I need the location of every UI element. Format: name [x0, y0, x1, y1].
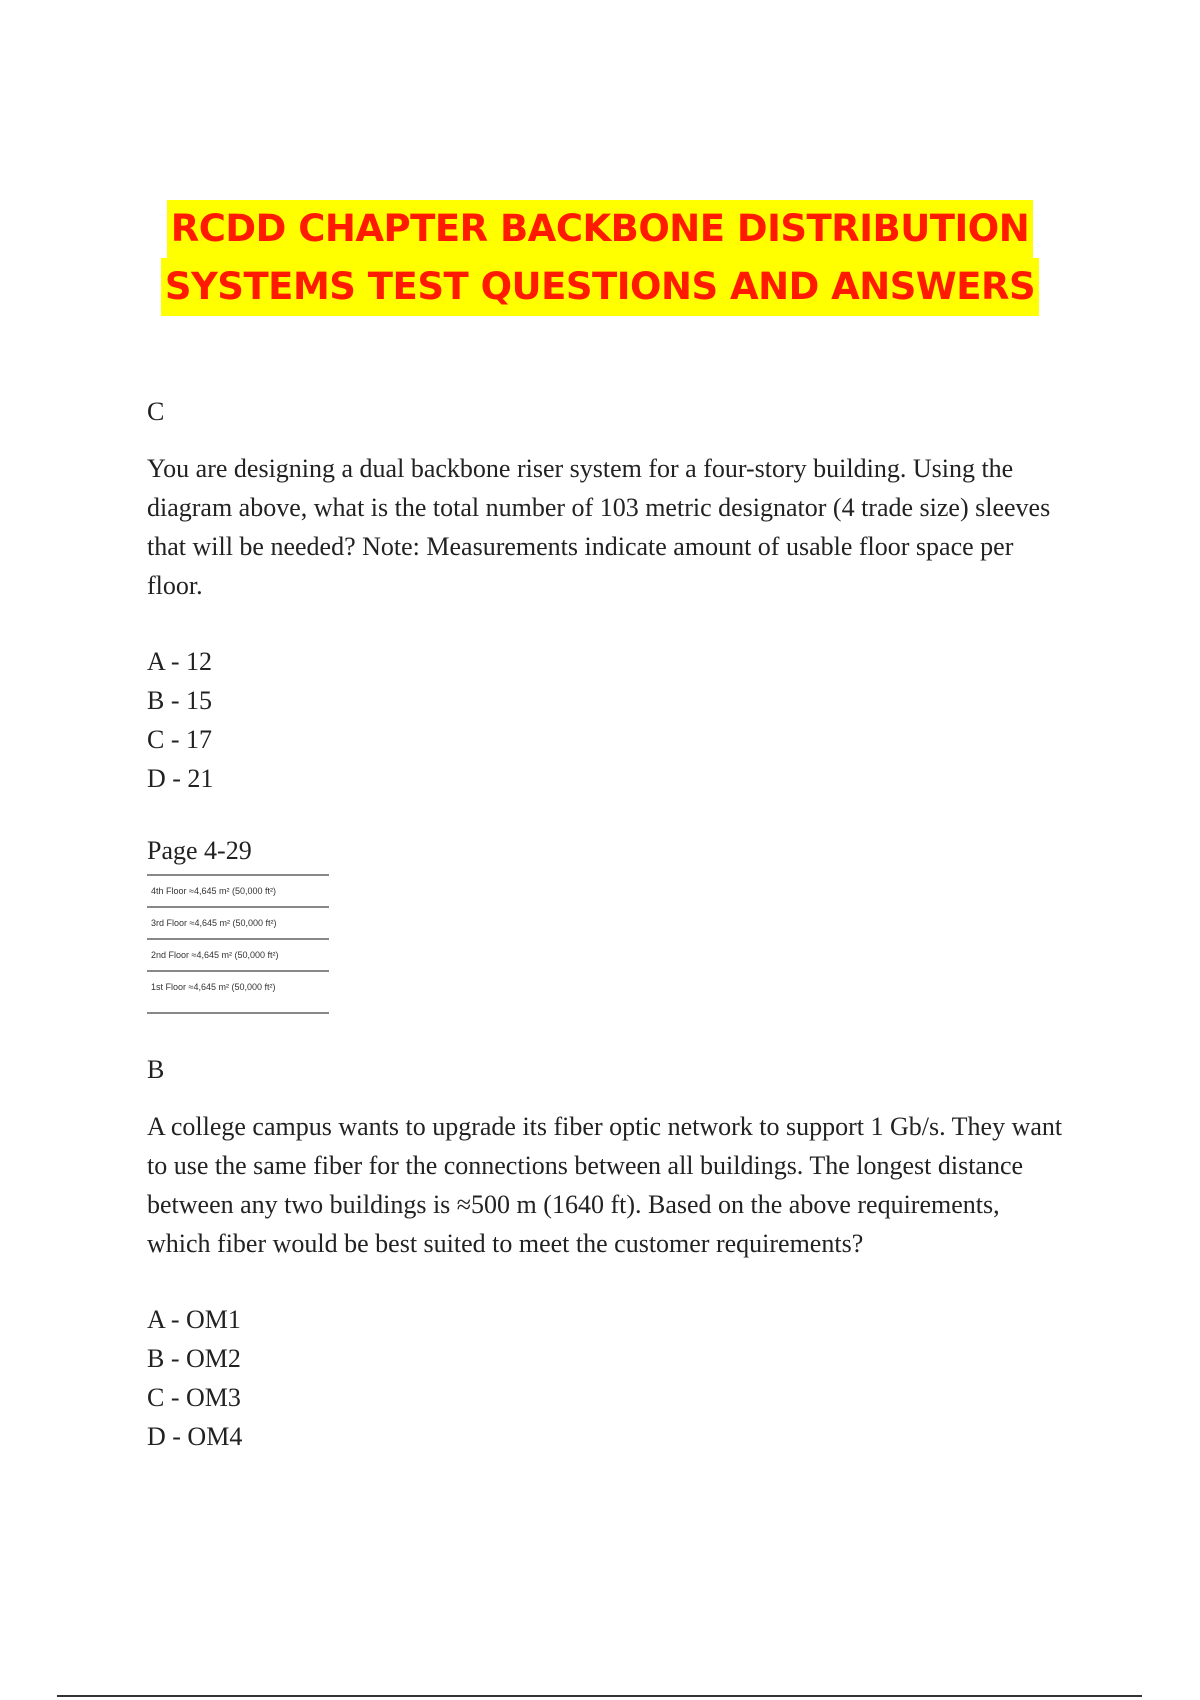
document-body: [147, 392, 1067, 1489]
option-d: D - OM4: [147, 1422, 243, 1451]
document-title: [0, 200, 1200, 316]
option-a: A - 12: [147, 647, 212, 676]
floor-diagram: [147, 874, 329, 1014]
option-c: C - OM3: [147, 1383, 241, 1412]
question-block-2: [147, 1050, 1067, 1456]
answer-options: [147, 642, 1067, 798]
title-line-2: SYSTEMS TEST QUESTIONS AND ANSWERS: [161, 258, 1039, 316]
floor-label: 1st Floor ≈4,645 m² (50,000 ft²): [147, 970, 329, 1002]
option-c: C - 17: [147, 725, 212, 754]
option-b: B - OM2: [147, 1344, 241, 1373]
page-reference: Page 4-29: [147, 836, 252, 865]
title-line-1: RCDD CHAPTER BACKBONE DISTRIBUTION: [167, 200, 1033, 258]
question-text: You are designing a dual backbone riser system for a four-story building. Using the diagram above, what is the total number of 103 metric designator (4 trade size) sleeves that will be needed? Note: Measurements indicate amount of usable floor space per floor.: [147, 454, 1051, 600]
answer-options: [147, 1300, 1067, 1456]
option-a: A - OM1: [147, 1305, 241, 1334]
question-block-1: [147, 392, 1067, 1014]
option-d: D - 21: [147, 764, 214, 793]
floor-label: 4th Floor ≈4,645 m² (50,000 ft²): [147, 874, 329, 906]
answer-letter: C: [147, 397, 165, 426]
footer-divider: [57, 1695, 1142, 1697]
floor-label: 3rd Floor ≈4,645 m² (50,000 ft²): [147, 906, 329, 938]
question-text: A college campus wants to upgrade its fiber optic network to support 1 Gb/s. They want to use the same fiber for the connections between all buildings. The longest distance between any two buildings is ≈500 m (1640 ft). Based on the above requirements, which fiber would be best suited to meet the customer requirements?: [147, 1112, 1063, 1258]
floor-label: 2nd Floor ≈4,645 m² (50,000 ft²): [147, 938, 329, 970]
option-b: B - 15: [147, 686, 212, 715]
answer-letter: B: [147, 1055, 165, 1084]
